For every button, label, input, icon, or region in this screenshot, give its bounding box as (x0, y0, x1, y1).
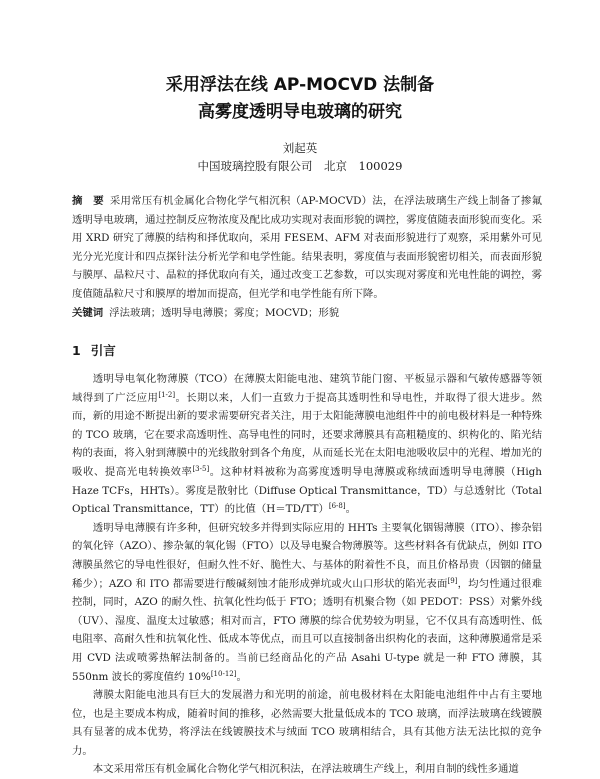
abstract-text: 采用常压有机金属化合物化学气相沉积（AP-MOCVD）法，在浮法玻璃生产线上制备了掺氟透明导电玻璃，通过控制反应物浓度及配比成功实现对表面形貌的调控，雾度值随表面形貌而变化。采用 XRD 研究了薄膜的结构和择优取向，采用 FESEM、AFM 对表面形貌进行了观察，采用紫外可见光分光光度计和四点探针法分析光学和电学性能。结果表明，雾度值与表面形貌密切相关，而表面形貌与膜厚、晶粒尺寸、晶粒的择优取向有关，通过改变工艺参数，可以实现对雾度和光电性能的调控，雾度值随晶粒尺寸和膜厚的增加而提高，但光学和电学性能有所下降。 (72, 195, 542, 300)
citation: [3-5] (192, 464, 210, 473)
keywords (72, 304, 542, 322)
p1-text-c: 。这种材料被称为高雾度透明导电薄膜或称绒面透明导电薄膜（High Haze TCFs，HHTs）。雾度是散射比（Diffuse Optical Transmittance，TD）与总透射比（Total Optical Transmittance，TT）的比值（H＝TD/TT） (72, 465, 542, 516)
paper-title-line-2: 高雾度透明导电玻璃的研究 (198, 102, 402, 122)
paragraph-4: 本文采用常压有机金属化合物化学气相沉积法，在浮法玻璃生产线上，利用自制的线性多通道 (92, 763, 519, 776)
author-name: 刘起英 (282, 141, 318, 155)
citation: [6-8] (328, 502, 346, 511)
body-text (72, 370, 542, 779)
citation: [9] (447, 576, 458, 585)
author-affiliation: 中国玻璃控股有限公司 北京 100029 (197, 159, 403, 173)
abstract (72, 192, 542, 304)
abstract-label: 摘 要 (72, 195, 104, 207)
keywords-text: 浮法玻璃；透明导电薄膜；雾度；MOCVD；形貌 (109, 307, 340, 319)
paragraph-3: 薄膜太阳能电池具有巨大的发展潜力和光明的前途，前电极材料在太阳能电池组件中占有主要地位，也是主要成本构成，随着时间的推移，必然需要大批量低成本的 TCO 玻璃，而浮法玻璃在线镀膜具有显著的成本优势，将浮法在线镀膜技术与绒面 TCO 玻璃相结合，具有其他方法无法比拟的竞争力。 (72, 689, 542, 757)
section-heading (72, 341, 116, 359)
keywords-label: 关键词 (72, 307, 104, 319)
p2-text-c: 。 (236, 670, 247, 683)
citation: [10-12] (210, 669, 237, 678)
p2-text-b: ，均匀性通过很难控制，同时，AZO 的耐久性、抗氧化性均低于 FTO；透明有机聚合物（如 PEDOT：PSS）对紫外线（UV）、湿度、温度太过敏感；相对而言，FTO 薄膜的综合优势较为明显，它不仅具有高透明性、低电阻率、高耐久性和抗氧化性、低成本等优点，而且可以直接制备出织构化的表面，这种薄膜通常是采用 CVD 法或喷雾热解法制备的。当前已经商品化的产品 Asahi U-type 就是一种 FTO 薄膜，其 550nm 波长的雾度值约 10% (72, 577, 542, 683)
section-title: 引言 (90, 343, 116, 358)
p1-text-d: 。 (345, 503, 356, 516)
p1-text-b: 。长期以来，人们一直致力于提高其透明性和导电性，并取得了很大进步。然而，新的用途不断提出新的要求需要研究者关注，用于太阳能薄膜电池组件中的前电极材料是一种特殊的 TCO 玻璃，它在要求高透明性、高导电性的同时，还要求薄膜具有高粗糙度的、织构化的、陷光结构的表面，将入射到薄膜中的光线散射到各个角度，从而延长光在太阳电池吸收层中的光程、增加光的吸收、提高光电转换效率 (72, 391, 543, 478)
paragraph-2 (72, 519, 542, 686)
citation: [1-2] (158, 390, 176, 399)
paper-title-line-1: 采用浮法在线 AP-MOCVD 法制备 (165, 75, 435, 95)
p2-text-a: 透明导电薄膜有许多种，但研究较多并得到实际应用的 HHTs 主要氧化铟锡薄膜（ITO）、掺杂铝的氧化锌（AZO）、掺杂氟的氧化锡（FTO）以及导电聚合物薄膜等。这些材料各有优缺点，例如 ITO 薄膜虽然它的导电性很好，但耐久性不好、脆性大、与基体的附着性不良，而且价格昂贵（因铟的储量稀少）；AZO 和 ITO 都需要进行酸碱刻蚀才能形成弹坑或火山口形状的陷光表面 (72, 521, 542, 590)
p1-text-a: 透明导电氧化物薄膜（TCO）在薄膜太阳能电池、建筑节能门窗、平板显示器和气敏传感器等领域得到了广泛应用 (72, 373, 542, 404)
section-number: 1 (72, 343, 81, 358)
paragraph-1 (72, 370, 542, 519)
